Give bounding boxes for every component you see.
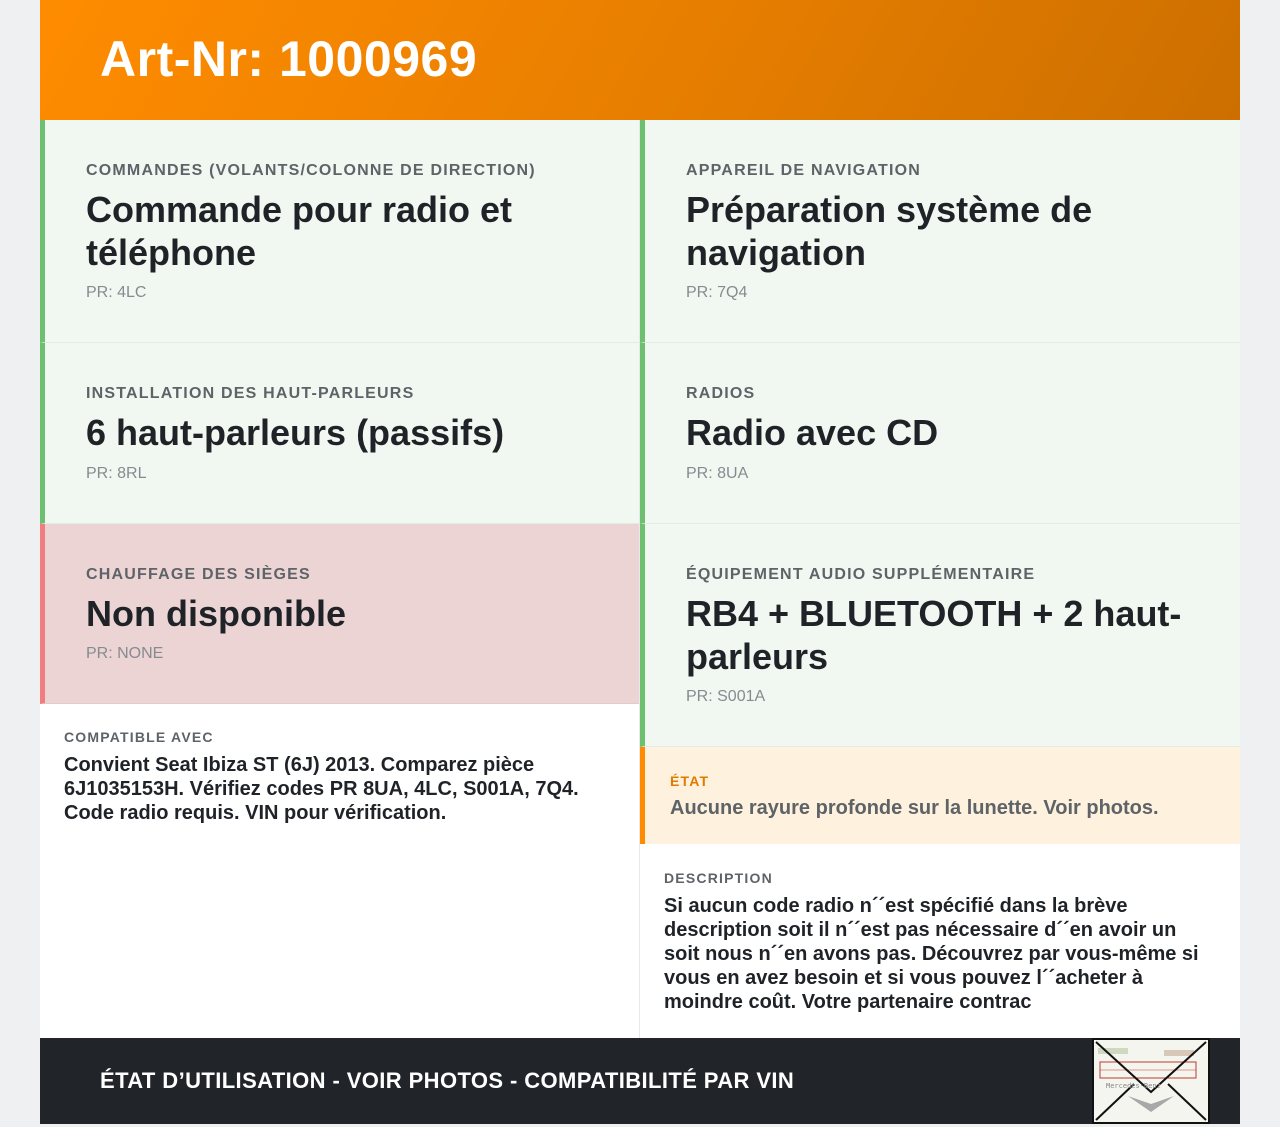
card-value: Non disponible: [86, 593, 346, 634]
card-label: CHAUFFAGE DES SIÈGES: [86, 566, 311, 583]
card-label: COMMANDES (VOLANTS/COLONNE DE DIRECTION): [86, 162, 536, 179]
card-haut-parleurs: [40, 343, 640, 524]
card-pr-code: PR: 8UA: [686, 465, 749, 482]
description-label: DESCRIPTION: [664, 870, 773, 886]
etat-box: [640, 747, 1240, 844]
compat-text: Convient Seat Ibiza ST (6J) 2013. Comparez pièce 6J1035153H. Vérifiez codes PR 8UA, 4LC, S001A, 7Q4. Code radio requis. VIN pour vérification.: [64, 754, 579, 824]
etat-text: Aucune rayure profonde sur la lunette. Voir photos.: [670, 797, 1159, 819]
card-chauffage-sieges: [40, 524, 640, 704]
card-label: RADIOS: [686, 385, 756, 402]
page: [40, 0, 1240, 1124]
thumbnail-text: Mercedes-Benz: [1106, 1082, 1161, 1090]
card-label: APPAREIL DE NAVIGATION: [686, 162, 922, 179]
description-text: Si aucun code radio n´´est spécifié dans la brève description soit il n´´est pas nécessaire d´´en avoir un soit nous n´´en avons pas. Découvrez par vous-même si vous en avez besoin et si vous pouvez l´´acheter à moindre coût. Votre partenaire contrac: [664, 895, 1199, 1013]
card-pr-code: PR: 4LC: [86, 284, 147, 301]
card-pr-code: PR: S001A: [686, 688, 766, 705]
footer-text: ÉTAT D’UTILISATION - VOIR PHOTOS - COMPATIBILITÉ PAR VIN: [100, 1068, 795, 1093]
footer-bar: [40, 1038, 1240, 1124]
card-commandes: [40, 120, 640, 343]
card-value: RB4 + BLUETOOTH + 2 haut-parleurs: [686, 593, 1182, 677]
document-envelope-icon: [1094, 1040, 1208, 1122]
card-audio-supplementaire: [640, 524, 1240, 747]
header-bar: [40, 0, 1240, 120]
card-pr-code: PR: 8RL: [86, 465, 147, 482]
column-divider: [639, 120, 640, 1038]
card-label: ÉQUIPEMENT AUDIO SUPPLÉMENTAIRE: [686, 566, 1036, 583]
card-label: INSTALLATION DES HAUT-PARLEURS: [86, 385, 415, 402]
card-pr-code: PR: 7Q4: [686, 284, 748, 301]
card-value: Préparation système de navigation: [686, 189, 1093, 273]
card-pr-code: PR: NONE: [86, 645, 164, 662]
compat-label: COMPATIBLE AVEC: [64, 729, 214, 745]
document-thumbnail[interactable]: [1092, 1038, 1210, 1124]
page-title: Art-Nr: 1000969: [100, 31, 478, 87]
card-value: Commande pour radio et téléphone: [86, 189, 513, 273]
card-radios: [640, 343, 1240, 524]
etat-label: ÉTAT: [670, 773, 710, 789]
card-value: Radio avec CD: [686, 412, 939, 453]
card-value: 6 haut-parleurs (passifs): [86, 412, 505, 453]
card-navigation: [640, 120, 1240, 343]
